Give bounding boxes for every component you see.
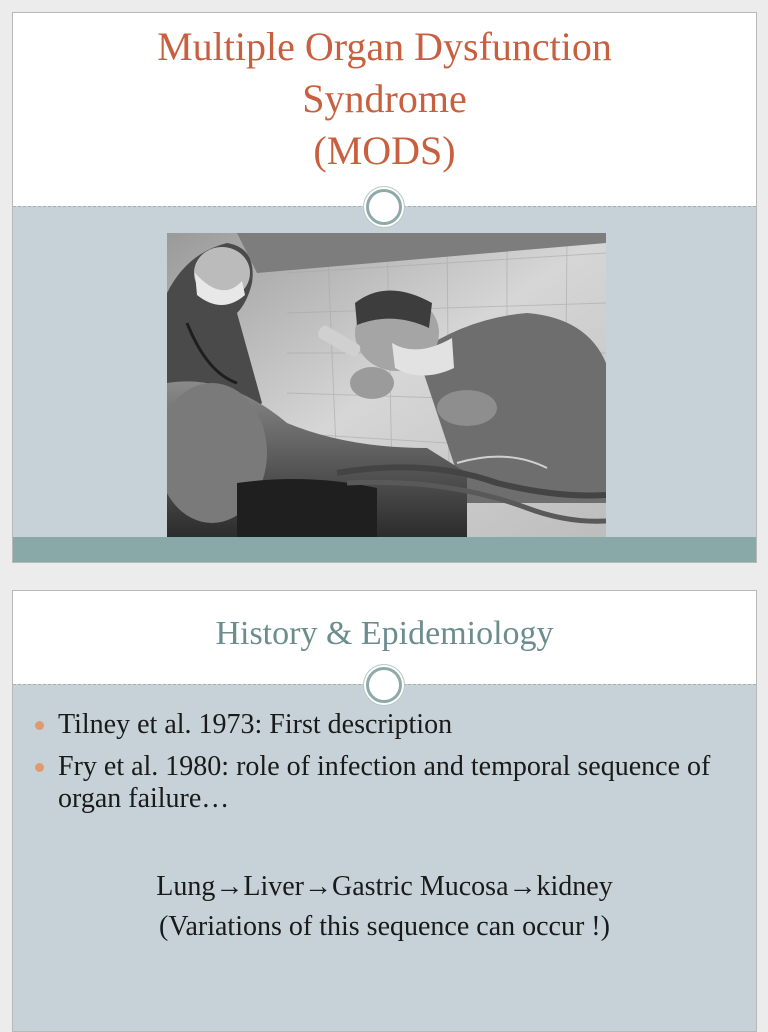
footer-bar [13,537,756,562]
slide-title: History & Epidemiology [215,615,554,652]
title-band [13,13,756,206]
slide-1 [12,12,757,563]
bullet-icon [35,721,44,730]
photo-illustration [167,233,606,538]
title-line: (MODS) [313,128,456,173]
list-item [31,709,731,741]
title-line: Multiple Organ Dysfunction [157,24,612,69]
bullet-text: Fry et al. 1980: role of infection and temporal sequence of organ failure… [58,751,711,814]
bullet-text: Tilney et al. 1973: First description [58,709,453,740]
slide-title [13,21,756,177]
organ-sequence: Lung→Liver→Gastric Mucosa→kidney [156,871,613,902]
ring-ornament [366,667,402,703]
ring-ornament [366,189,402,225]
bullet-icon [35,763,44,772]
sequence-note: (Variations of this sequence can occur !) [159,911,610,942]
intubation-photo [167,233,606,538]
bullet-list [31,709,731,825]
list-item [31,751,731,815]
slide-2 [12,590,757,1032]
title-line: Syndrome [302,76,467,121]
sequence-block [13,867,756,947]
